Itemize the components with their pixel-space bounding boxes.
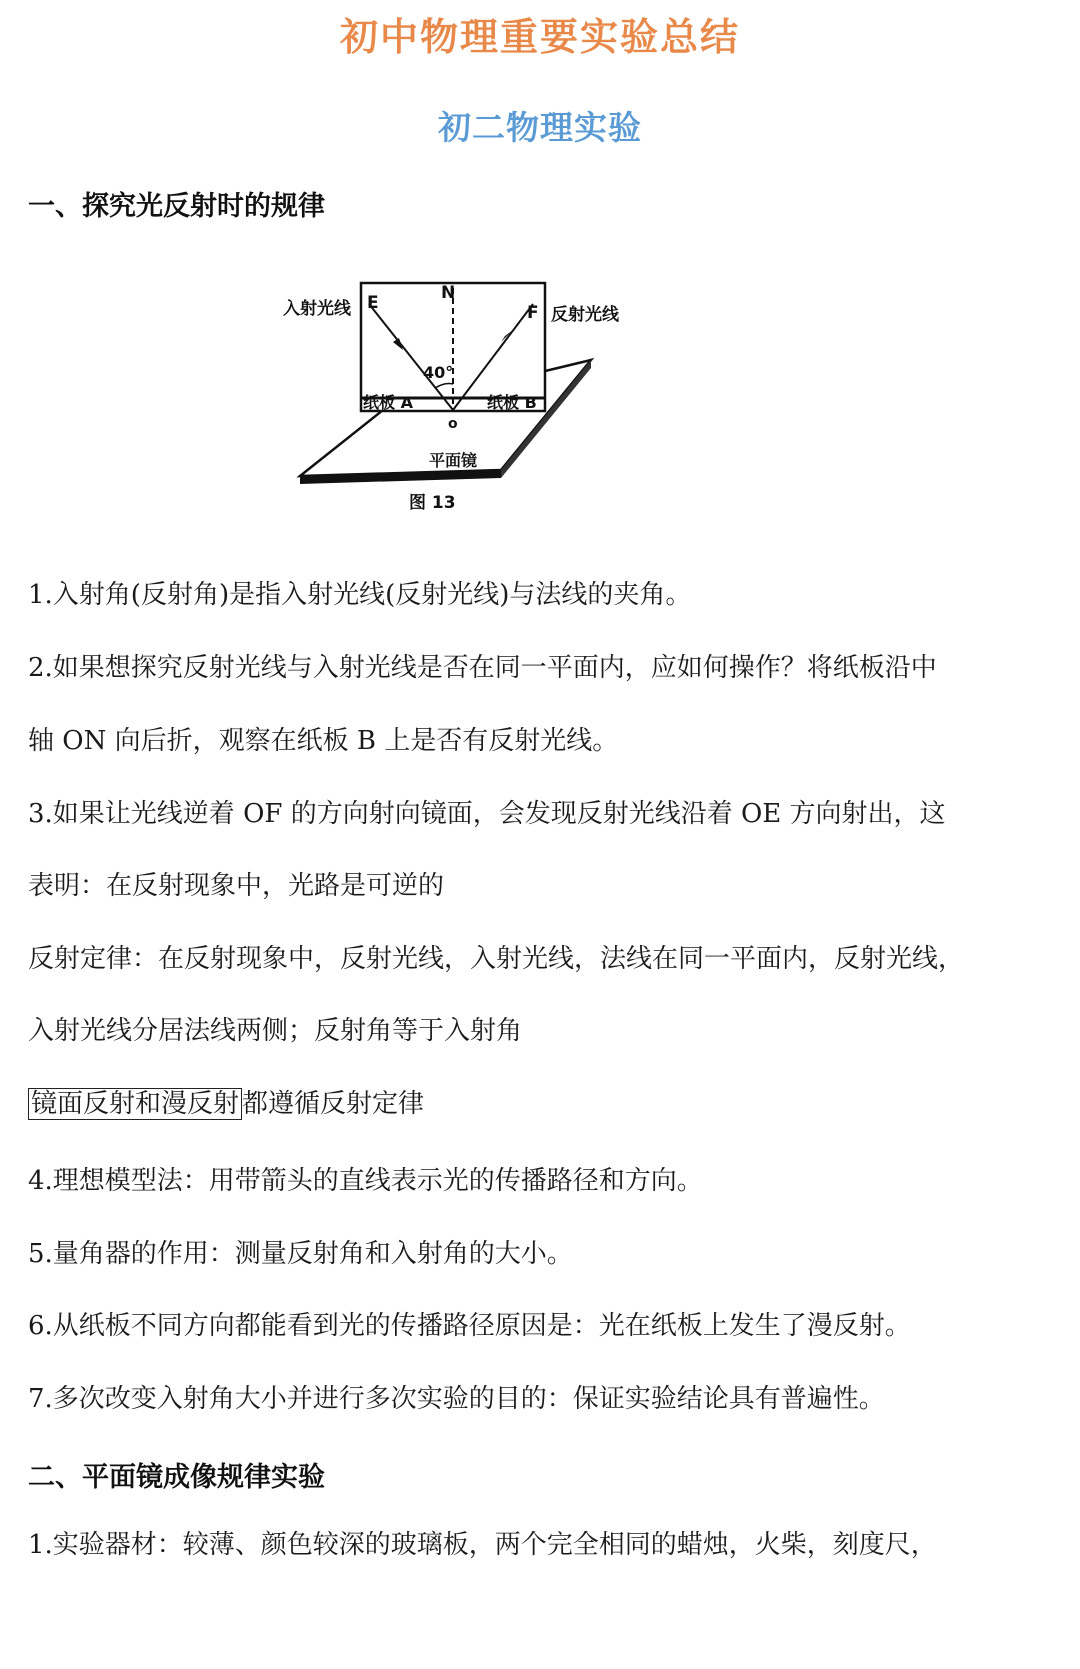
- point-n-label: N: [441, 283, 456, 303]
- paragraph-line: 入射光线分居法线两侧；反射角等于入射角: [28, 1016, 523, 1046]
- paragraph-line-boxed: [28, 1086, 424, 1122]
- paragraph-line: 轴 ON 向后折，观察在纸板 B 上是否有反射光线。: [28, 726, 619, 756]
- angle-label: 40°: [423, 363, 454, 382]
- board-a-label: 纸板 A: [363, 393, 413, 412]
- boxed-term-rest: 都遵循反射定律: [242, 1089, 425, 1119]
- paragraph-line: 2.如果想探究反射光线与入射光线是否在同一平面内，应如何操作？将纸板沿中: [28, 653, 937, 683]
- reflection-experiment-figure: [283, 280, 635, 520]
- point-f-label: F: [527, 303, 539, 323]
- point-o-label: o: [448, 416, 458, 432]
- document-title: 初中物理重要实验总结: [339, 15, 740, 59]
- paragraph-line: 5.量角器的作用：测量反射角和入射角的大小。: [28, 1239, 573, 1269]
- paragraph-line: 1.入射角(反射角)是指入射光线(反射光线)与法线的夹角。: [28, 580, 692, 610]
- paragraph-line: 7.多次改变入射角大小并进行多次实验的目的：保证实验结论具有普遍性。: [28, 1384, 885, 1414]
- boxed-term: 镜面反射和漫反射: [28, 1088, 242, 1120]
- document-subtitle: 初二物理实验: [438, 108, 642, 147]
- point-e-label: E: [367, 293, 379, 313]
- paragraph-line: 3.如果让光线逆着 OF 的方向射向镜面，会发现反射光线沿着 OE 方向射出，这: [28, 799, 946, 829]
- incident-ray-label: 入射光线: [283, 299, 351, 319]
- paragraph-line: 反射定律：在反射现象中，反射光线，入射光线，法线在同一平面内，反射光线，: [28, 944, 965, 974]
- paragraph-line: 6.从纸板不同方向都能看到光的传播路径原因是：光在纸板上发生了漫反射。: [28, 1311, 911, 1341]
- board-b-label: 纸板 B: [487, 393, 537, 412]
- section-heading-plane-mirror: 二、平面镜成像规律实验: [28, 1462, 325, 1493]
- paragraph-line: 1.实验器材：较薄、颜色较深的玻璃板，两个完全相同的蜡烛，火柴，刻度尺，: [28, 1530, 937, 1560]
- mirror-label: 平面镜: [429, 451, 478, 470]
- paragraph-line: 表明：在反射现象中，光路是可逆的: [28, 871, 445, 901]
- reflected-ray-label: 反射光线: [551, 305, 619, 325]
- figure-caption: 图 13: [409, 493, 456, 513]
- section-heading-reflection: 一、探究光反射时的规律: [28, 191, 325, 222]
- reflection-diagram: [283, 280, 635, 520]
- paragraph-line: 4.理想模型法：用带箭头的直线表示光的传播路径和方向。: [28, 1166, 703, 1196]
